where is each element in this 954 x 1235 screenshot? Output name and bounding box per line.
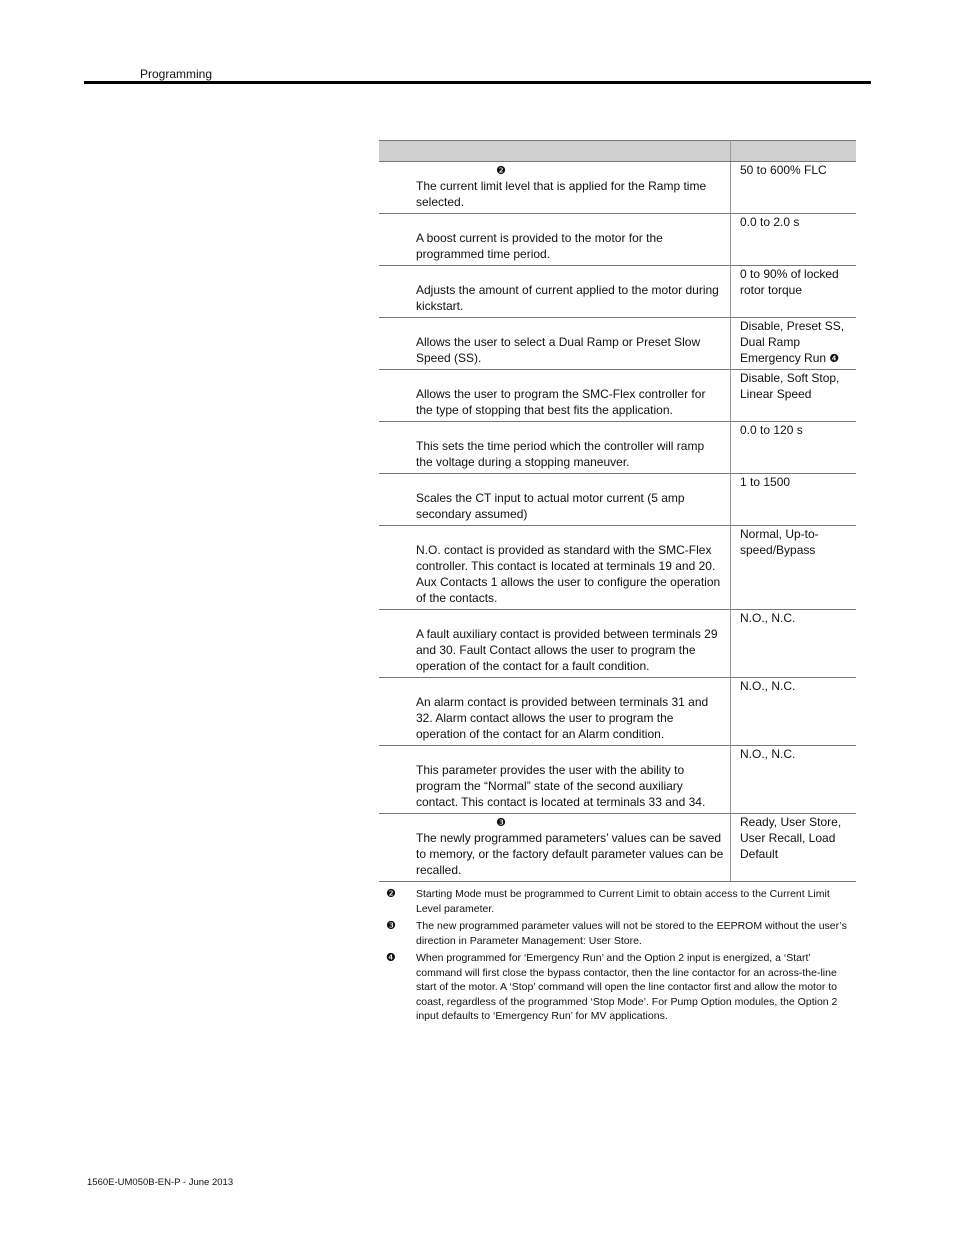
- parameter-range: Disable, Soft Stop, Linear Speed: [740, 371, 840, 401]
- parameter-range-cell: [731, 422, 857, 474]
- parameter-description: This parameter provides the user with the ability to program the “Normal” state of the second auxiliary contact. This contact is located at terminals 33 and 34.: [416, 763, 706, 809]
- parameter-range-cell: [731, 814, 857, 882]
- parameter-description: N.O. contact is provided as standard with the SMC-Flex controller. This contact is located at terminals 19 and 20. Aux Contacts 1 allows the user to configure the operation of the contacts.: [416, 543, 721, 605]
- parameter-description-cell: [379, 370, 731, 422]
- table-row: [379, 526, 856, 610]
- parameter-name-line: [416, 422, 724, 438]
- header-cell-parameter: [379, 141, 731, 162]
- parameter-range-cell: [731, 370, 857, 422]
- parameter-description-cell: [379, 474, 731, 526]
- parameter-description: The current limit level that is applied for the Ramp time selected.: [416, 179, 707, 209]
- parameter-description: Allows the user to select a Dual Ramp or Preset Slow Speed (SS).: [416, 335, 701, 365]
- parameter-description: Adjusts the amount of current applied to the motor during kickstart.: [416, 283, 719, 313]
- footnote-marker: ❷: [496, 165, 506, 177]
- parameter-name-line: [416, 474, 724, 490]
- parameter-name-line: [416, 814, 724, 830]
- footnote: [386, 887, 856, 916]
- parameter-range: 0.0 to 2.0 s: [740, 215, 800, 229]
- parameter-description-cell: [379, 162, 731, 214]
- parameter-description-cell: [379, 214, 731, 266]
- table-row: [379, 678, 856, 746]
- parameter-range: Ready, User Store, User Recall, Load Default: [740, 815, 842, 861]
- parameter-description-cell: [379, 746, 731, 814]
- parameter-range: 1 to 1500: [740, 475, 791, 489]
- parameter-range: N.O., N.C.: [740, 611, 796, 625]
- running-header: Programming: [140, 67, 213, 81]
- parameter-range-cell: [731, 678, 857, 746]
- parameter-name-line: [416, 318, 724, 334]
- footnote: [386, 919, 856, 948]
- table-row: [379, 422, 856, 474]
- table-row: [379, 162, 856, 214]
- parameter-range-extra: Emergency Run: [740, 351, 827, 365]
- footnote-marker: ❷: [386, 888, 396, 900]
- parameter-range-cell: [731, 526, 857, 610]
- parameter-range: 0.0 to 120 s: [740, 423, 803, 437]
- footnote-text: When programmed for ‘Emergency Run’ and the Option 2 input is energized, a ‘Start’ command will first close the bypass contactor, then the line contactor for an across-the-line start of the motor. A ‘Stop’ command will open the line contactor first and allow the motor to coast, regardless of the programmed ‘Stop Mode’. For Pump Option modules, the Option 2 input defaults to ‘Emergency Run’ for MV applications.: [416, 952, 838, 1022]
- parameter-name-line: [416, 610, 724, 626]
- parameter-description: Allows the user to program the SMC-Flex controller for the type of stopping that best fits the application.: [416, 387, 706, 417]
- table-row: [379, 814, 856, 882]
- parameter-description: A fault auxiliary contact is provided between terminals 29 and 30. Fault Contact allows the user to program the operation of the contact for a fault condition.: [416, 627, 718, 673]
- parameter-description-cell: [379, 422, 731, 474]
- parameter-range: 50 to 600% FLC: [740, 163, 827, 177]
- parameter-description-cell: [379, 266, 731, 318]
- parameter-name-line: [416, 526, 724, 542]
- parameter-description-cell: [379, 814, 731, 882]
- parameter-name-line: [416, 370, 724, 386]
- table-row: [379, 746, 856, 814]
- parameter-range-cell: [731, 266, 857, 318]
- parameter-description: An alarm contact is provided between terminals 31 and 32. Alarm contact allows the user to program the operation of the contact for an Alarm condition.: [416, 695, 709, 741]
- parameter-description-cell: [379, 678, 731, 746]
- parameter-name-line: [416, 162, 724, 178]
- parameter-name-line: [416, 266, 724, 282]
- table-header-row: [379, 141, 856, 162]
- table-row: [379, 318, 856, 370]
- parameter-description: The newly programmed parameters’ values can be saved to memory, or the factory default parameter values can be recalled.: [416, 831, 724, 877]
- table-row: [379, 214, 856, 266]
- footnote: [386, 951, 856, 1024]
- footnote-marker: ❸: [496, 817, 506, 829]
- parameter-description-cell: [379, 526, 731, 610]
- footnote-marker: ❹: [829, 353, 840, 365]
- parameter-range: Normal, Up-to-speed/Bypass: [740, 527, 819, 557]
- table-row: [379, 474, 856, 526]
- parameter-range: Disable, Preset SS, Dual Ramp: [740, 319, 845, 349]
- document-number: 1560E-UM050B-EN-P - June 2013: [87, 1177, 234, 1188]
- table-row: [379, 266, 856, 318]
- header-cell-range: [731, 141, 857, 162]
- parameter-description: Scales the CT input to actual motor current (5 amp secondary assumed): [416, 491, 685, 521]
- footnote-marker: ❸: [386, 920, 396, 932]
- parameter-range-cell: [731, 318, 857, 370]
- parameter-range: N.O., N.C.: [740, 747, 796, 761]
- parameter-description: A boost current is provided to the motor for the programmed time period.: [416, 231, 663, 261]
- table-row: [379, 370, 856, 422]
- parameter-name-line: [416, 214, 724, 230]
- parameter-range-cell: [731, 610, 857, 678]
- footnote-text: Starting Mode must be programmed to Current Limit to obtain access to the Current Limit Level parameter.: [416, 888, 830, 915]
- parameter-range-cell: [731, 474, 857, 526]
- parameter-description: This sets the time period which the controller will ramp the voltage during a stopping maneuver.: [416, 439, 705, 469]
- header-rule: [84, 81, 871, 84]
- parameter-range: N.O., N.C.: [740, 679, 796, 693]
- parameter-name-line: [416, 678, 724, 694]
- parameter-description-cell: [379, 610, 731, 678]
- table-row: [379, 610, 856, 678]
- parameter-table: [379, 140, 856, 882]
- footnotes: [386, 887, 856, 1027]
- parameter-range-cell: [731, 162, 857, 214]
- parameter-range-cell: [731, 214, 857, 266]
- footnote-text: The new programmed parameter values will not be stored to the EEPROM without the user’s direction in Parameter Management: User Store.: [416, 920, 847, 947]
- parameter-range: 0 to 90% of locked rotor torque: [740, 267, 839, 297]
- footnote-marker: ❹: [386, 952, 396, 964]
- parameter-range-cell: [731, 746, 857, 814]
- parameter-name-line: [416, 746, 724, 762]
- parameter-description-cell: [379, 318, 731, 370]
